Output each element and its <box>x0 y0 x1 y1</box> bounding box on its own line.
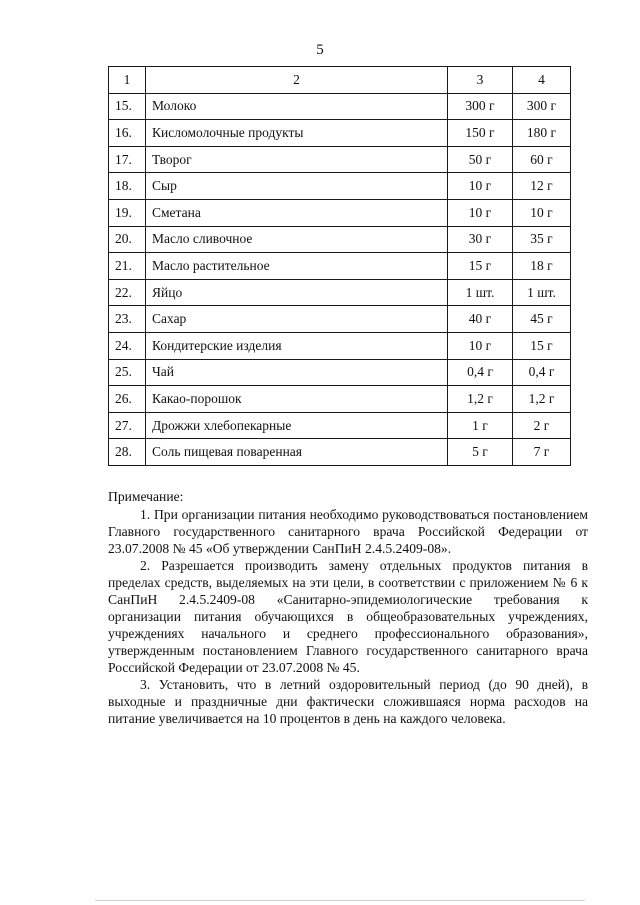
norm-value-col3: 10 г <box>448 173 513 200</box>
norm-value-col4: 12 г <box>513 173 571 200</box>
product-name: Масло сливочное <box>146 226 448 253</box>
norm-value-col3: 1 шт. <box>448 279 513 306</box>
table-row <box>109 412 571 439</box>
row-number: 23. <box>109 306 146 333</box>
note-item: 3. Установить, что в летний оздоровительный период (до 90 дней), в выходные и праздничные дни фактически сложившаяся норма расходов на питание увеличивается на 10 процентов в день на каждого человека. <box>108 677 588 726</box>
norm-value-col3: 5 г <box>448 439 513 466</box>
norm-value-col4: 60 г <box>513 146 571 173</box>
norm-value-col4: 15 г <box>513 332 571 359</box>
row-number: 17. <box>109 146 146 173</box>
norm-value-col3: 1 г <box>448 412 513 439</box>
row-number: 16. <box>109 120 146 147</box>
norm-value-col4: 0,4 г <box>513 359 571 386</box>
row-number: 21. <box>109 253 146 280</box>
notes-section <box>108 488 588 727</box>
table-row <box>109 253 571 280</box>
norm-value-col3: 10 г <box>448 199 513 226</box>
product-name: Сыр <box>146 173 448 200</box>
table-header-row <box>109 67 571 94</box>
row-number: 27. <box>109 412 146 439</box>
row-number: 26. <box>109 386 146 413</box>
norm-value-col4: 45 г <box>513 306 571 333</box>
column-header-4: 4 <box>513 67 571 94</box>
row-number: 22. <box>109 279 146 306</box>
table-row <box>109 439 571 466</box>
table-row <box>109 120 571 147</box>
table-row <box>109 93 571 120</box>
norm-value-col3: 30 г <box>448 226 513 253</box>
note-item: 2. Разрешается производить замену отдельных продуктов питания в пределах средств, выделяемых на эти цели, в соответствии с приложением № 6 к СанПиН 2.4.5.2409-08 «Санитарно-эпидемиологические требования к организации питания обучающихся в общеобразовательных учреждениях, учреждениях начального и среднего профессионального образования», утвержденным постановлением Главного государственного санитарного врача Российской Федерации от 23.07.2008 № 45. <box>108 558 588 675</box>
norm-value-col4: 10 г <box>513 199 571 226</box>
table-row <box>109 332 571 359</box>
page-edge-line <box>95 900 585 901</box>
table-row <box>109 306 571 333</box>
product-name: Кисломолочные продукты <box>146 120 448 147</box>
norm-value-col3: 10 г <box>448 332 513 359</box>
product-name: Соль пищевая поваренная <box>146 439 448 466</box>
table-row <box>109 199 571 226</box>
norm-value-col3: 300 г <box>448 93 513 120</box>
norm-value-col4: 180 г <box>513 120 571 147</box>
row-number: 19. <box>109 199 146 226</box>
product-name: Молоко <box>146 93 448 120</box>
notes-heading: Примечание: <box>108 489 184 504</box>
product-name: Чай <box>146 359 448 386</box>
norm-value-col3: 40 г <box>448 306 513 333</box>
table-row <box>109 146 571 173</box>
page-number: 5 <box>316 42 324 58</box>
norm-value-col4: 18 г <box>513 253 571 280</box>
column-header-1: 1 <box>109 67 146 94</box>
row-number: 20. <box>109 226 146 253</box>
product-name: Какао-порошок <box>146 386 448 413</box>
norm-value-col4: 300 г <box>513 93 571 120</box>
product-name: Яйцо <box>146 279 448 306</box>
norm-value-col3: 15 г <box>448 253 513 280</box>
table-row <box>109 359 571 386</box>
product-name: Масло растительное <box>146 253 448 280</box>
norm-value-col3: 150 г <box>448 120 513 147</box>
norm-value-col4: 7 г <box>513 439 571 466</box>
row-number: 24. <box>109 332 146 359</box>
norm-value-col4: 1,2 г <box>513 386 571 413</box>
product-name: Дрожжи хлебопекарные <box>146 412 448 439</box>
norm-value-col3: 50 г <box>448 146 513 173</box>
table-row <box>109 226 571 253</box>
norm-value-col4: 35 г <box>513 226 571 253</box>
product-name: Творог <box>146 146 448 173</box>
row-number: 25. <box>109 359 146 386</box>
product-name: Сахар <box>146 306 448 333</box>
note-item: 1. При организации питания необходимо руководствоваться постановлением Главного государственного санитарного врача Российской Федерации от 23.07.2008 № 45 «Об утверждении СанПиН 2.4.5.2409-08». <box>108 507 588 556</box>
table-row <box>109 279 571 306</box>
table-body <box>109 93 571 465</box>
row-number: 18. <box>109 173 146 200</box>
table-row <box>109 173 571 200</box>
norm-value-col4: 1 шт. <box>513 279 571 306</box>
norm-value-col3: 0,4 г <box>448 359 513 386</box>
norm-value-col4: 2 г <box>513 412 571 439</box>
table-row <box>109 386 571 413</box>
row-number: 28. <box>109 439 146 466</box>
column-header-2: 2 <box>146 67 448 94</box>
column-header-3: 3 <box>448 67 513 94</box>
row-number: 15. <box>109 93 146 120</box>
product-name: Сметана <box>146 199 448 226</box>
product-name: Кондитерские изделия <box>146 332 448 359</box>
food-norms-table <box>108 66 571 466</box>
norm-value-col3: 1,2 г <box>448 386 513 413</box>
